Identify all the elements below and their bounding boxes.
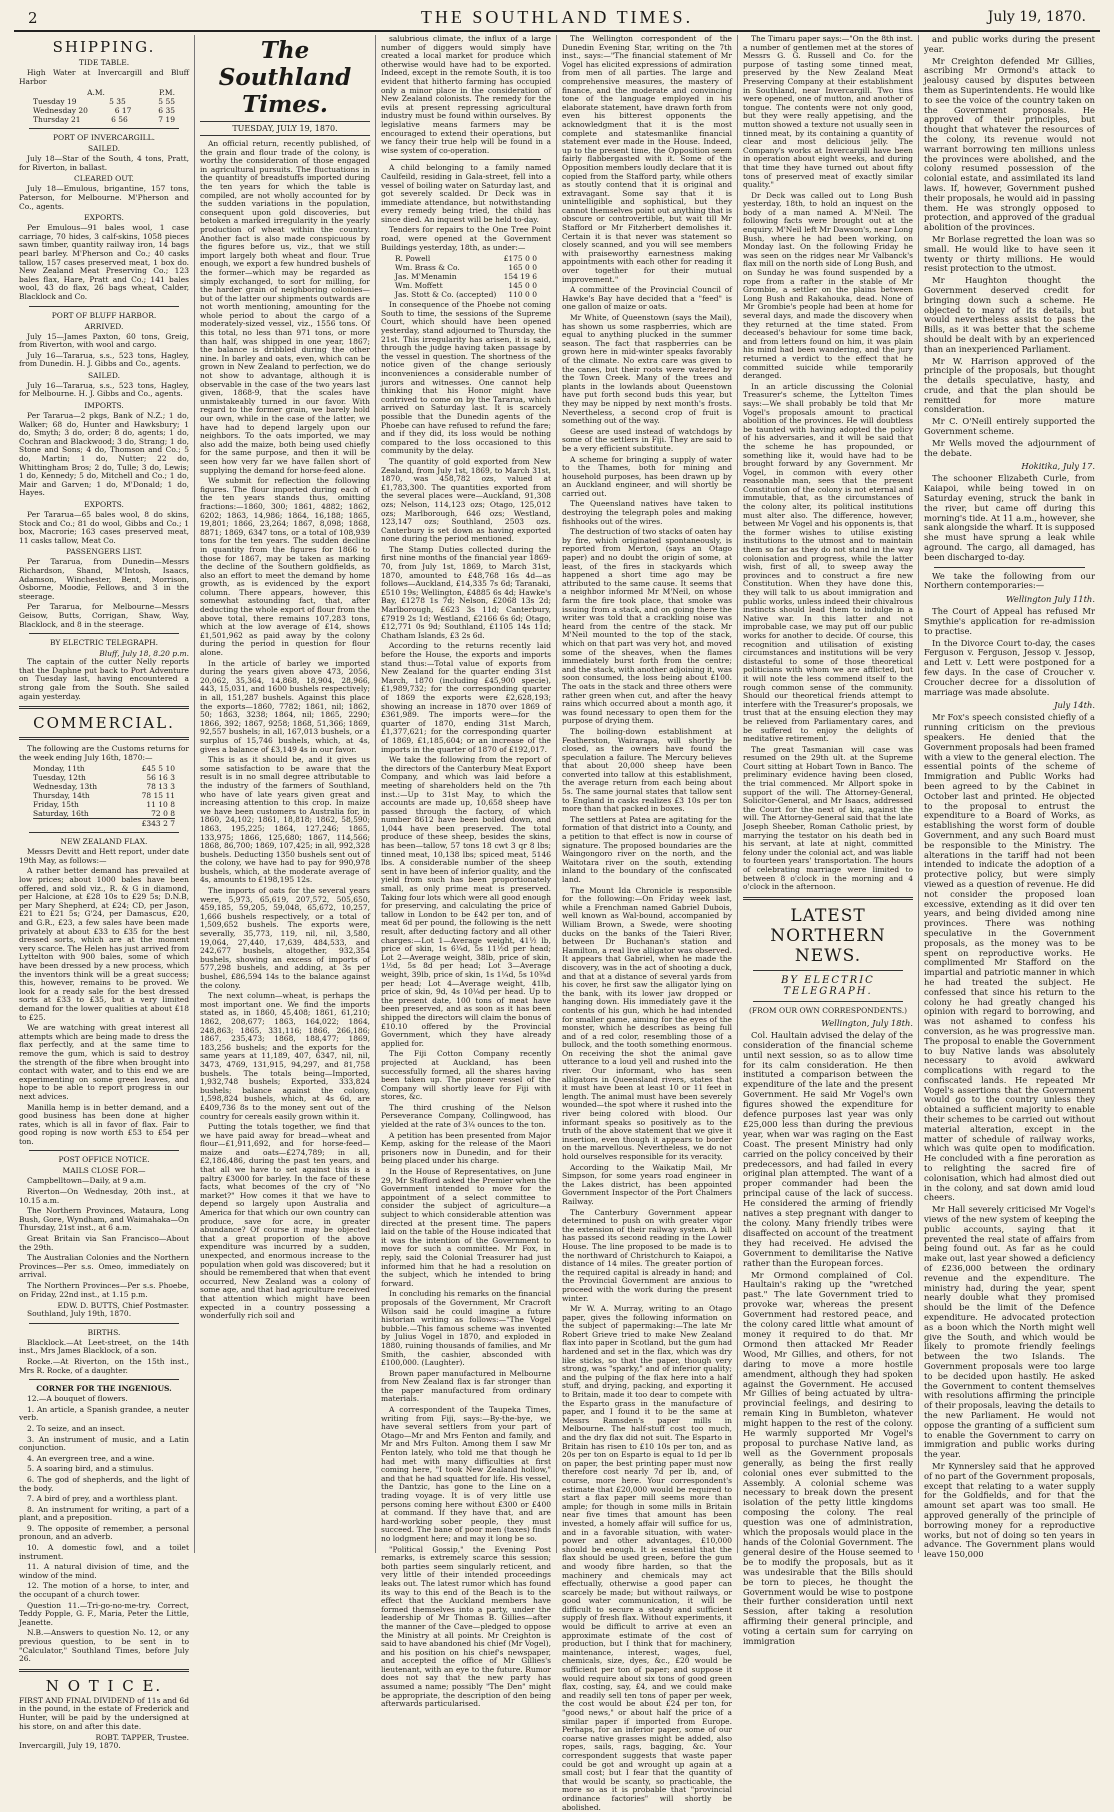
sailed-label: SAILED. <box>87 144 121 154</box>
news-paragraph: The Canterbury Government appear determined to push on with greater vigor the extension of their railway system. A bill has passed its second reading in the Lower House. The line proposed to be made is to the northward of Christchurch to Kaiapoi, a distance of 14 miles. The greater portion of the required capital is already in hand; and the Provincial Government are anxious to proceed with the work during the present winter. <box>562 1207 732 1303</box>
tenders-table <box>395 254 537 299</box>
news-paragraph: salubrious climate, the influx of a large number of diggers would simply have created a local market for produce which otherwise would have had to be exported. Indeed, except in the remote South, it is too evident that hitherto farming has occupied only a minor place in the consideration of New Zealand colonists. The remedy for the evils at present repressing agricultural industry must be found within ourselves. By legislative means farmers may be encouraged to extend their operations, but we fancy their true help will be found in a wise system of co-operation. <box>381 34 551 155</box>
telegraph-heading: BY ELECTRIC TELEGRAPH. <box>49 638 159 648</box>
arrived-label: ARRIVED. <box>84 321 124 331</box>
column-5 <box>738 34 919 1647</box>
tide-head-pm: P.M. <box>159 88 175 98</box>
news-paragraph: Mr White, of Queenstown (says the Mail), has shown us some raspberries, which are equal to anything plucked in the summer season. The fact that raspberries can be grown here in mid-winter speaks favorably of the climate. No extra care was given to the canes, but their roots were watered by the Town Creek. Many of the trees and plants in the lowlands about Queenstown have put forth second buds this year, but they may be nipped by next month's frosts. Nevertheless, a second crop of fruit is something out of the way. <box>562 313 732 426</box>
news-paragraph: The destruction of two stacks of oaten hay by fire, which originated spontaneously, is reported from Merton, (says an Otago paper) and no doubt the origin of some, at least, of the fires in stackyards which happened a short time ago may be attributed to the same cause. It seems that a neighbor informed Mr M'Neil, on whose farm the fire took place, that smoke was issuing from a stack, and on going there the writer was told that a crackling noise was heard from the centre of the stack. Mr M'Neil mounted to the top of the stack, which on that part was very hot, and moved some of the sheaves, when the flames immediately burst forth from the centre; and the stack, with another adjoining it, was soon consumed, the loss being about £100. The oats in the stack and three others were rather green when cut, and after the heavy rains which occurred about a month ago, it was found necessary to open them for the purpose of drying them. <box>562 527 732 726</box>
editorial-paragraph: The next column—wheat, is perhaps the most important one. We find the imports stated as, in 1860, 45,408; 1861, 61,210; 1862, 208,677; 1863, 164,022; 1864, 248,863; 1865, 331,116; 1866, 266,186; 1867, 235,473; 1868, 188,477; 1869, 183,256 bushels; and the exports for the same years at 11,189, 407, 6347, nil, nil, 3473, 4769, 131,915, 94,297, and 81,758 bushels. The totals being—Imported, 1,932,748 bushels; Exported, 333,824 bushels; balance against the colony, 1,598,824 bushels, which, at 4s 6d, are £409,736 8s to the money sent out of the country for cereals easily grown within it. <box>200 991 370 1121</box>
dividend-notice <box>19 1697 189 1751</box>
news-paragraph: Mr Wells moved the adjournment of the debate. <box>924 437 1095 458</box>
issue-date: July 19, 1870. <box>987 9 1086 25</box>
bluff-exports-label: EXPORTS. <box>84 500 124 509</box>
port-bluff-heading: PORT OF BLUFF HARBOR. <box>51 310 157 320</box>
table-row: Jas. Stott & Co. (accepted) 110 0 0 <box>395 290 537 300</box>
post-date: Southland, July 19th, 1870. <box>27 1309 132 1319</box>
tide-head-am: A.M. <box>87 88 105 98</box>
editorial-paragraph: In the article of barley we imported during the years given above 473, 2056, 20,062, 35,364, 14,868, 18,904, 28,966, 443, 15,031, and 1600 bushels respectively; in all, 151,287 bushels. Against this place the exports—1860, 7782; 1861, nil; 1862, 50; 1863, 3238; 1864, nil; 1865, 2290; 1866, 392; 1867, 9258; 1868, 51,366; 1869, 92,557 bushels; in all, 167,013 bushels, or a surplus of 15,746 bushels, which, at 4s, gives a balance of £3,149 4s in our favor. <box>200 658 370 754</box>
column-1 <box>14 35 195 1751</box>
tide-intro: High Water at Invercargill and Bluff Harbor <box>19 68 189 86</box>
news-paragraph: In an article discussing the Colonial Treasurer's scheme, the Lyttelton Times says:—We shall probably be told that Mr Vogel's proposals amount to practical abolition of the provinces. He will doubtless be taunted with having adopted the policy of his adversaries, and it will be said that the scheme he has propounded, or something like it, would have had to be brought forward by any Government. Mr Vogel, in common with every other reasonable man, sees that the present Constitution of the colony is not eternal and immutable, that, as the circumstances of the colony alter, its political institutions must alter also. The difference, however, between Mr Vogel and his opponents is, that the former wishes to utilise existing institutions to the utmost and to maintain them so far as they do not stand in the way colonisation and progress, while the latter wish, first of all, to sweep away the provinces and to construct a fire new Constitution. When they have done this, they will talk to us about immigration and public works, unless indeed their chivalrous instincts should lead them to indulge in a Native war. In this latter and not improbable case, we may put off our public works for another to decide. Of course, this recognition and utilisation of existing circumstances and institutions will be very distasteful to some of those theoretical politicians with whom we are afflicted, but it will note the less commend itself to the rough common sense of the community. Should our theoretical friends attempt to interfere with the Treasurer's proposals, we trust that at the ensuing election they may be relieved from Parliamentary cares, and be suffered to enjoy the delights of meditative retirement. <box>743 381 913 744</box>
news-paragraph: The quantity of gold exported from New Zealand, from July 1st, 1869, to March 31st, 1870, was 458,782 ozs, valued at £1,783,300. The quantities exported from the several places were—Auckland, 91,308 ozs; Nelson, 114,123 ozs; Otago, 125,012 ozs; Marlborough, 646 ozs; Westland, 123,147 ozs; Southland, 2503 ozs. Canterbury is set down as having exported none during the period mentioned. <box>381 456 551 544</box>
tide-table-heading: TIDE TABLE. <box>78 58 130 67</box>
post-office-heading: POST OFFICE NOTICE. <box>58 1155 150 1165</box>
news-paragraph: In consequence of the Phoebe not coming South to time, the sessions of the Supreme Court, which should have been opened yesterday, stand adjourned to Thursday, the 21st. This irregularity has arisen, it is said, through the judge having taken passage by the vessel in question. The shortness of the notice given of the change seriously inconveniences a considerable number of jurors and witnesses. One cannot help thinking that his Honor might have contrived to come on by the Tararua, which arrived on Saturday last. It is scarcely possible that the Dunedin agents of the Phoebe can have refused to refund the fare; and if they did, its loss would be nothing compared to the loss occasioned to this community by the delay. <box>381 300 551 456</box>
news-paragraph: The Mount Ida Chronicle is responsible for the following:—On Friday week last, while a Frenchman named Gabriel Dubois, well known as Wal-bound, accompanied by William Brown, a Swede, were shooting ducks on the banks of the Taieri River, between Dr Buchanan's station and Hamilton, a real live alligator was observed. It appears that Gabriel, when he made the discovery, was in the act of shooting a duck, and that at a distance of several yards from his cover, he first saw the alligator lying on the bank, with its lower jaw dropped or hanging down. His immediately gave it the contents of his gun, which he had intended for smaller game, aiming for the eyes of the monster, which he describes as being full and of a red color, resembling those of a bullock, and the tooth something enormous. On receiving the shot the animal gave utterance to a loud yell and rushed into the river. Our informant, who has seen alligators in Queensland rivers, states that it must have been at least 10 or 11 feet in length. The animal must have been severely wounded—the spot where it rushed into the river being colored with blood. Our informant speaks so positively as to the truth of the above statement that we give it insertion, even though it appears to border on the marvellous. Nevertheless, we do not hold ourselves responsible for its veracity. <box>562 885 732 1161</box>
news-paragraph: and public works during the present year. <box>924 34 1095 54</box>
trustee-signature: ROBT. TAPPER, Trustee. <box>95 1733 189 1743</box>
exports-text: Per Emulous—91 bales wool, 1 case carriage, 70 hides, 3 calf-skins, 1058 pieces sawn timber, quantity railway iron, 14 bags pearl barley. M'Pherson and Co.; 40 casks tallow, 157 cases preserved meat, 1 box do. New Zealand Meat Preserving Co.; 123 bales flax, Hare, Pratt and Co.; 141 bales wool, 43 do flax, 26 bags wheat, Calder, Blacklock and Co. <box>19 223 189 301</box>
list-item: 9. The opposite of remember, a personal pronoun, and an adverb. <box>19 1523 189 1542</box>
commercial-heading: COMMERCIAL. <box>33 714 175 733</box>
editorial-paragraph: This is as it should be, and it gives us some satisfaction to be aware that the result is in no small degree attributable to the industry of the farmers of Southland, who have of late years given great and increasing attention to this crop. In maize we have been customers to Australia for, in 1860, 24,102; 1861, 18,818; 1862, 58,590; 1863, 195,225; 1864, 127,246; 1865, 133,975; 1866, 125,680; 1867, 114,566; 1868, 86,700; 1869, 107,425; in all, 992,328 bushels. Deducting 1350 bushels sent out of the colony, we have had to pay for 990,978 bushels, which, at the moderate average of 4s, amounts to £198,195 12s. <box>200 755 370 885</box>
news-paragraph: A correspondent of the Taupeka Times, writing from Fiji, says:—By-the-bye, we have several settlers from your part of Otago—Mr and Mrs Fenton and family, and Mr and Mrs Fulton. Among them I saw Mr Fenton lately, who told me that though he had met with many difficulties at first coming here, "I took New Zealand hollow," and that he had squatted for life. His vessel, the Dantzic, has gone to the Line on a trading voyage. It is of very little use persons coming here without £300 or £400 at command. If they have that, and are hard-working sober people, they must succeed. The bane of poor men (taxes) finds no lodgment here; and may it long be so. <box>381 1405 551 1543</box>
column-4 <box>557 34 738 1812</box>
latest-news-heading: LATEST NORTHERN NEWS. <box>770 905 886 966</box>
mail-entry: The Australian Colonies and the Northern Provinces—Per s.s. Omeo, immediately on arrival. <box>19 1253 189 1280</box>
editorial-paragraph: Putting the totals together, we find that we have paid away for bread—wheat and flour—£1,911,692, and for horse-feed—maize and oats—£274,789; in all, £2,186,486, during the past ten years, and that all we have to set against this is a paltry £3000 for barley. In the face of these facts, what becomes of the cry of "No market?" How comes it that we have to depend so largely upon Australia and America for that which our own country can produce, save for acre, in greater abundance? Of course it may be objected that a great proportion of the above expenditure was incurred by a sudden, unexpected, and enormous increase to the population when gold was discovered; but it should be remembered that when that event occurred, New Zealand was a colony of some age, and that had agriculture received that attention which might have been expected in a country possessing a wonderfully rich soil and <box>200 1122 370 1321</box>
table-row: Monday, 11th £45 5 10 <box>33 764 175 774</box>
cleared-text: July 18—Emulous, brigantine, 157 tons, Paterson, for Melbourne. M'Pherson and Co., agents. <box>19 184 189 211</box>
table-row: Wm. Brass & Co. 165 0 0 <box>395 263 537 273</box>
news-paragraph: A petition has been presented from Major Kemp, asking for the release of the Maori prisoners now in Dunedin, and for their being placed under his charge. <box>381 1130 551 1166</box>
notice-date: Invercargill, July 19, 1870. <box>19 1741 121 1751</box>
news-paragraph: The Queensland natives have taken to destroying the telegraph poles and making fishhooks out of the wires. <box>562 499 732 526</box>
imports-label: IMPORTS. <box>84 401 124 411</box>
notice-heading: N O T I C E. <box>45 1676 163 1695</box>
news-paragraph: Mr W. A. Murray, writing to an Otago paper, gives the following information on the subject of papermaking:—The late Mr Robert Grieve tried to make New Zealand flax into paper in Scotland, but the gum had hardened and set in the flax, which was dry like sticks, so that the paper, though very strong, was "sparky," and of inferior quality; and the pulping of the flax here into a half stuff, and drying, packing, and exporting it to Britain, made it too dear to compete with the Esparto grass in the manufacture of paper, and I found it to be the same at Messrs Ramsden's paper mills in Melbourne. The half-stuff cost too much, and the dry flax did not suit. The Esparto in Britain has risen to £10 10s per ton, and as 20s per ton on Esparto is equal to 1d per lb on paper, the best printing paper must now therefore cost nearly 7d per lb, and, of course, more here. Your correspondent's estimate that £20,000 would be required to start a flax paper mill seems more than ample; for though in some mills in Britain near five times that amount has been invested, a homely affair will suffice for us, and in a favorable situation, with water-power and other advantages, £10,000 should be enough. It is essential that the flax should be used green, before the gum and woody fibre harden, so that the machinery and chemicals may act effectually, otherwise a good paper can scarcely be made; but without railways, or good water communication, it will be difficult to secure a steady and sufficient supply of fresh flax. Without experiments, it would be difficult to arrive at even an approximate estimate of the cost of production, but I think that for machinery, maintenance, interest, wages, fuel, chemicals, size, dyes, &c., £20 would be sufficient per ton of paper; and suppose it would require about six tons of good green flax, costing, say, £4, and we could make and readily sell ten tons of paper per week, the cost would be about £24 per ton, for "good news," or about half the price of a similar paper if imported from Europe. Perhaps, for an inferior paper, some of our coarse native grasses might be added, also ropes, sails, rags, bagging, &c. Your correspondent suggests that waste paper could be got and wrought up again at a small cost; but I fear that the quantity of that would be scanty, so practicable, the more so as it is probable that "provincial ordinance factories" will shortly be abolished. <box>562 1304 732 1812</box>
passengers-text: Per Tararua, for Melbourne—Messrs Geisow, Butts, Corrigan, Shaw, Way, Blacklock, and 8 in the steerage. <box>19 602 189 629</box>
news-paragraph: Mr Fox's speech consisted chiefly of a running criticism on the previous speakers. He denied that the Government proposals had been framed with a view to the general election. The essential points of the scheme of Immigration and Public Works had been agreed to by the Cabinet in October last and printed. He objected to the proposal to entrust the expenditure to a Board of Works, as establishing the worst form of double Government, and any such Board must be responsible to the Ministry. The alterations in the tariff had not been intended to indicate the adoption of a protective policy, but were simply viewed as a question of revenue. He did not consider the proposed loan excessive, extending as it did over ten years, and being divided among nine provinces. There was nothing speculative in the Government proposals, as the money was to be spent on reproductive works. He complimented Mr Stafford on the impartial and patriotic manner in which he had treated the subject. He confessed that since his return to the colony he had greatly changed his opinion with regard to borrowing, and was not ashamed to confess his conversion, as he was progressive man. The proposal to enable the Government to buy Native lands was absolutely necessary to avoid awkward complications with regard to the confiscated lands. He repeated Mr Vogel's assertions that the Government would go to the country unless they obtained a sufficient majority to enable their schemes to be carried out without material alteration, except in the matter of schedule of railway works, which was quite open to modification. He concluded with a fine peroration as to relighting the sacred fire of colonisation, which had almost died out in the colony, and sat down amid loud cheers. <box>924 712 1095 1203</box>
birth-notice: Rocke.—At Riverton, on the 15th inst., Mrs R. Rocke, of a daughter. <box>19 1356 189 1375</box>
news-paragraph: We take the following from our Northern contemporaries:— <box>924 570 1095 591</box>
flax-paragraph: Messrs Devitt and Hett report, under date 19th May, as follows:— <box>19 847 189 865</box>
arrived-text: July 15—James Paxton, 60 tons, Greig, from Riverton, with wool and cargo. <box>19 331 189 350</box>
list-item: 8. An instrument for writing, a part of a plant, and a preposition. <box>19 1504 189 1523</box>
column-3 <box>376 34 557 1709</box>
mail-entry: Riverton—On Wednesday, 20th inst., at 10.15 a.m. <box>19 1187 189 1205</box>
notice-text: FIRST AND FINAL DIVIDEND of 11s and 6d in the pound, in the estate of Frederick and Hunter, will be paid by the undersigned at his store, on and after this date. <box>19 1695 189 1731</box>
news-paragraph: In concluding his remarks on the financial proposals of the Government, Mr Cracroft Wilson said he could imagine a future historian writing as follows:—"The Vogel bubble.—This famous scheme was invented by Julius Vogel in 1870, and exploded in 1880, ruining thousands of families, and Mr Smith, the cashier, absconded with £100,000. (Laughter). <box>381 1289 551 1368</box>
news-paragraph: The Court of Appeal has refused Mr Smythie's application for re-admission to practise. <box>924 606 1095 636</box>
telegraph-text: The captain of the cutter Nelly reports that the Daphne put back to Port Adventure on Tuesday last, having encountered a strong gale from the South. She sailed again yesterday. <box>19 657 189 701</box>
list-item: 2. To seize, and an insect. <box>27 1423 125 1433</box>
masthead <box>14 6 1100 32</box>
mail-entry: Campbelltown—Daily, at 9 a.m. <box>27 1176 147 1186</box>
corner-heading: CORNER FOR THE INGENIOUS. <box>36 1384 172 1394</box>
sailed-text: July 18—Star of the South, 4 tons, Pratt, for Riverton, in ballast. <box>19 154 189 172</box>
page-number: 2 <box>28 9 38 27</box>
corner-answer: Question 11.—Tri-go-no-me-try. Correct, Teddy Popple, G. F., Maria, Peter the Little, Jeanette. <box>19 1600 189 1627</box>
cleared-label: CLEARED OUT. <box>74 174 134 184</box>
news-paragraph: A child belonging to a family named Caulfeild, residing in Gala-street, fell into a vessel of boiling water on Saturday last, and got severely scalded. Dr Deck was in immediate attendance, but notwithstanding every remedy being tried, the child has since died. An inquest will be held to-day. <box>381 163 551 224</box>
flax-paragraph: A rather better demand has prevailed at low prices; about 1000 bales have been offered, and sold viz., R. & G in diamond, per Halcione, at £28 10s to £29 5s; D.N.B, per Mary Shepherd, at £24; CD, per Jason, £21 to £21 5s; G'24, per Damascus, £20, and G.R., £23, a few sales have been made privately at about £33 to £35 for the best dressed sorts, which are at the moment very scarce. The Helen has just arrived from Lyttelton with 900 bales, some of which have been dressed by a new process, which the inventors think will be a great success; this, however, remains to be proved. We look for a ready sale for the best dressed sorts at £33 to £35, but a very limited demand for the lower qualities at about £18 to £25. <box>19 866 189 1022</box>
table-row: Saturday, 16th 72 0 8 <box>33 809 175 819</box>
postmaster-signature: EDW. D. BUTTS, Chief Postmaster. <box>57 1301 189 1311</box>
news-paragraph: Mr Ormond complained of Col. Haultain's raking up the "wretched past." The late Government tried to provoke war, whereas the present Government had restored peace, and the colony cared little what amount of money it required to do that. Mr Ormond then attacked Mr Reader Wood, Mr Gillies, and others, for not daring to move a more hostile amendment, although they had spoken against the Government. He accused Mr Gillies of being actuated by ultra-provincial feelings, and desiring to remain King in Bumbleton, whatever might happen to the rest of the colony. He warmly supported Mr Vogel's proposal to purchase Native land, as well as the Government proposals generally, as being the first really colonial ones ever submitted to the Assembly. A colonial scheme was necessary to break down the present isolation of the petty little kingdoms composing the colony. The real question was one of administration, which the proposals would place in the hands of the Colonial Government. The general desire of the House seemed to be to modify the proposals, but as it was undesirable that the Bills should be torn to pieces, he thought the Government would be wise to postpone their further consideration until next Session, after taking a resolution affirming their general principle, and voting a certain sum for carrying on immigration <box>743 1269 913 1647</box>
list-item: 12.—A bouquet of flowers. <box>27 1394 128 1404</box>
table-row: Thursday, 14th 78 15 11 <box>33 791 175 801</box>
column-2 <box>195 35 376 1553</box>
flax-paragraph: Manilla hemp is in better demand, and a good business has been done at higher rates, which is all in favor of flax. Fair to good roping is now worth £53 to £54 per ton. <box>19 1102 189 1146</box>
news-paragraph: Mr Creighton defended Mr Gillies, ascribing Mr Ormond's attack to jealousy caused by disputes between them as Superintendents. He would like to see the voice of the country taken on the Government proposals. He approved of their principles, but thought that whatever the resources of the colony, its revenue would not warrant borrowing ten millions unless the provinces were abolished, and the colony resumed possession of the colonial estate, and assimilated its land laws. If, however, Government pushed their proposals, he would aid in passing them. He was strongly opposed to protection, and approved of the gradual abolition of the provinces. <box>924 55 1095 233</box>
editorial-paragraph: The imports of oats for the several years were, 5,973, 65,619, 207,572, 505,650, 459,185, 59,205, 59,048, 65,672, 10,257, 1,666 bushels respectively, or a total of 1,509,652 bushels. The exports were, severally, 35,773, 119, nil, nil, 3,580, 19,064, 27,440, 17,639, 484,533, and 242,677 bushels, altogether, 932,354 bushels, showing an excess of imports of 577,298 bushels, and adding, at 3s per bushel, £86,594 14s to the balance against the colony. <box>200 886 370 990</box>
list-item: 1. An article, a Spanish grandee, a neuter verb. <box>19 1404 189 1423</box>
flax-paragraph: We are watching with great interest all attempts which are being made to dress the flax perfectly, and at the same time to remove the gum, which is said to destroy the strength of the fibre when brought into contact with water, and to this end we are experimenting on some green leaves, and hope to be able to report progress in our next advices. <box>19 1023 189 1101</box>
july14-dateline: July 14th. <box>1054 700 1095 711</box>
bluff-exports-text: Per Tararua—65 bales wool, 8 do skins, Stock and Co.; 81 do wool, Gibbs and Co.; 1 box, Macrorie; 163 cases preserved meat, 11 casks tallow, Meat Co. <box>19 510 189 545</box>
customs-intro: The following are the Customs returns for the week ending July 16th, 1870:— <box>19 744 189 762</box>
list-item: 3. An instrument of music, and a Latin conjunction. <box>19 1434 189 1453</box>
tide-table <box>33 88 175 124</box>
tide-row: Wednesday 20 6 17 6 35 <box>33 106 175 116</box>
arrived-text: July 16—Tararua, s.s., 523 tons, Hagley, from Dunedin. H. J. Gibbs and Co., agents. <box>19 350 189 369</box>
news-paragraph: According to the Waikatip Mail, Mr Simpson, for some years road engineer in the Lakes district, has been appointed Government Inspector of the Port Chalmers Railway. <box>562 1162 732 1206</box>
news-paragraph: Tenders for repairs to the One Tree Point road, were opened at the Government Buildings yesterday, 18th, as under:— <box>381 225 551 252</box>
births-heading: BIRTHS. <box>87 1327 121 1337</box>
list-item: 11. A natural division of time, and the window of the mind. <box>19 1562 189 1580</box>
news-paragraph: The Stamp Duties collected during the first nine months of the financial year 1869-70, from July 1st, 1869, to March 31st, 1870, amounted to £48,768 16s 4d—as follows—Auckland, £14,335 7s 6d; Taranaki, £510 19s; Wellington, £4885 6s 4d; Hawke's Bay, £1278 1s 7d; Nelson, £2068 13s 2d; Marlborough, £623 3s 11d; Canterbury, £7919 2s 1d; Westland, £2166 6s 6d; Otago, £12,771 0s 9d; Southland, £1105 14s 11d; Chatham Islands, £3 2s 6d. <box>381 544 551 640</box>
tide-row: Thursday 21 6 56 7 19 <box>33 115 175 125</box>
news-paragraph: Mr Kynnersley said that he approved of no part of the Government proposals, except that relating to a water supply for the Goldfields, and for that the amount set apart was too small. He approved generally of the principle of borrowing money for a reproductive works, but not of doing so ten years in advance. The Government plans would leave 150,000 <box>924 1460 1095 1560</box>
news-paragraph: "Political Gossip," the Evening Post remarks, is extremely scarce this session; both parties seem singularly reticent, and very little of their intended proceedings leaks out. The latest rumor which has found its way to this end of the Beach is to the effect that the Auckland members have formed themselves into a party, under the leadership of Mr Thomas B. Gillies—after the manner of the Cave—pledged to oppose the Ministry at all points. Mr Creighton is said to have abandoned his chief (Mr Vogel), and his position on his chief's newspaper, and accepted the office of Mr Gillies's lieutenant, with an eye to the future. Rumor does not say that the new party has assumed a name; possibly "The Den" might be appropriate, the description of den being afterwards particularised. <box>381 1544 551 1709</box>
list-item: 5. A soaring bird, and a stimulus. <box>27 1464 154 1474</box>
table-row: R. Powell £175 0 0 <box>395 254 537 264</box>
list-item: 7. A bird of prey, and a worthless plant. <box>27 1494 178 1504</box>
imports-text: Per Tararua—2 pkgs, Bank of N.Z.; 1 do, Walker; 68 do, Hunter and Hawksbury; 1 do, Smyth; 3 do, order; 8 do, agents; 1 do, Cochran and Blackwood; 3 do, Strang; 1 do, Stone and Sons; 4 do, Thomson and Co.; 5 do, Martin; 1 do, Nutter; 22 do, Whittingham Bros; 2 do, Tulle; 3 do, Lewis; 1 do, Kennedy; 5 do, Mitchell and Co.; 1 do, Mair and Garven; 1 do, M'Donald; 1 do, Hayes. <box>19 411 189 498</box>
news-paragraph: Mr Haughton thought the Government deserved credit for bringing down such a scheme. He objected to many of its details, but would nevertheless assist to pass the Bills, as it was better that the scheme should be dealt with by an experienced than an inexperienced Parliament. <box>924 275 1095 354</box>
telegraph-dateline: Bluff, July 18, 8.20 p.m. <box>99 649 189 659</box>
table-row: Wednesday, 13th 78 13 3 <box>33 782 175 792</box>
editorial-paragraph: An official return, recently published, of the grain and flour trade of the colony, is worthy the consideration of those engaged in agricultural pursuits. The fluctuations in the quantity of breadstuffs imported during the ten years for which the table is compiled, are not wholly accounted for by the sudden variations in the population, consequent upon gold discoveries, but betoken a marked irregularity in the yearly production of wheat within the country. Another fact is also made conspicuous by the figures before us, viz., that we still import largely both wheat and flour. True enough, we export a few hundred bushels of the former—which may be regarded as simply exchanged, to sort for milling, for the harder grain of neighboring colonies—but of the latter our shipments outwards are not worth mentioning, amounting for the whole period to about the cargo of a moderately-sized vessel, viz., 1556 tons. Of this total, no less than 971 tons, or more than half, was shipped in one year, 1867; the balance is dribbled during the other nine. In barley and oats, even, which can be grown in New Zealand to perfection, we do not show to advantage, although it is observable in the case of the two years last given, 1868-9, that the scales have unmistakeably turned in our favor. With regard to the former grain, we barely hold our own, while in the case of the latter, we have had to depend largely upon our neighbors. To the oats imported, we may also add the maize, both being used chiefly for the same purpose, and then it will be seen how very far we have fallen short of supplying the demand for horse-feed alone. <box>200 139 370 475</box>
list-item: 6. The god of shepherds, and the light of the body. <box>19 1474 189 1493</box>
customs-total: £343 2 7 <box>33 818 175 828</box>
newspaper-title: THE SOUTHLAND TIMES. <box>420 7 694 27</box>
news-paragraph: The great Tasmanian will case was resumed on the 29th ult. at the Supreme Court sitting at Hobart Town in Banco. The preliminary evidence having been closed, the trial commenced. Mr Allport spoke in support of the will. The Attorney-General, Solicitor-General, and Mr Isaacs, addressed the Court for the next of kin, against the will. The Attorney-General said that the late Joseph Sheeber, Roman Catholic priest, by marrying the testator on his death bed in his servant, at late at night, committed felony under the colonial act, and was liable to fourteen years' transportation. The hours of celebrating marriage were limited to between 8 o'clock in the morning and 4 o'clock in the afternoon. <box>743 744 913 892</box>
bluff-sailed-label: SAILED. <box>87 370 121 380</box>
news-paragraph: In the Divorce Court to-day, the cases Ferguson v. Ferguson, Jessop v. Jessop, and Lett v. Lett were postponed for a few days. In the case of Croucher v. Croucher decree for a dissolution of marriage was made absolute. <box>924 637 1095 697</box>
post-office-sub: MAILS CLOSE FOR— <box>62 1166 146 1176</box>
news-paragraph: Mr Hall severely criticised Mr Vogel's views of the new system of keeping the public accounts, saying that it prevented the real state of affairs from being found out. As far as he could make out, last year showed a deficiency of £236,000 between the ordinary revenue and the expenditure. The ministry had, during the year, spent nearly double what they promised should be the limit of the Defence expenditure. He advocated protection as a boon which the North might well give the South, and which would be likely to promote friendly feelings between the two Islands. The Government proposals were too large to be decided upon hastily. He asked the Government to content themselves with resolutions affirming the principle of their proposals, leaving the details to the new Parliament. He would not oppose the granting of a sufficient sum to enable the Government to carry on immigration and public works during the year. <box>924 1204 1095 1460</box>
paper-nameplate: The Southland Times. <box>218 37 352 118</box>
news-paragraph: A committee of the Provincial Council of Hawke's Bay have decided that a "feed" is one gallon of maize or oats. <box>562 285 732 312</box>
wellington-dateline: Wellington, July 18th. <box>821 1017 913 1028</box>
column-6 <box>919 34 1100 1560</box>
news-paragraph: Brown paper manufactured in Melbourne from New Zealand flax is far stronger than the paper manufactured from ordinary materials. <box>381 1368 551 1404</box>
news-paragraph: Mr W. Harrison approved of the principle of the proposals, but thought the details speculative, hasty, and crude, and that the plan should be remitted for more mature consideration. <box>924 355 1095 415</box>
wellington-july11-dateline: Wellington July 11th. <box>1005 594 1095 605</box>
table-row: Friday, 15th 11 10 8 <box>33 800 175 810</box>
mail-entry: The Northern Provinces, Mataura, Long Bush, Gore, Wyndham, and Waimahaka—On Thursday, 21st inst., at 6 a.m. <box>19 1206 189 1233</box>
table-row: Wm. Moffett 145 0 0 <box>395 281 537 291</box>
tide-row: Tuesday 19 5 35 5 55 <box>33 97 175 107</box>
flax-heading: NEW ZEALAND FLAX. <box>60 837 148 847</box>
news-paragraph: The settlers at Patea are agitating for the formation of that district into a County, and a petition to that effect is now in course of signature. The proposed boundaries are the Waingongoro river on the north, and the Waitotara river on the south, extending inland to the boundary of the confiscated land. <box>562 814 732 884</box>
mail-entry: The Northern Provinces—Per s.s. Phoebe, on Friday, 22nd inst., at 1.15 p.m. <box>19 1281 189 1299</box>
news-paragraph: According to the returns recently laid before the House, the exports and imports stand thus:—Total value of exports from New Zealand for the quarter ending 31st March, 1870 (including £45,900 specie), £1,989,732; for the corresponding quarter of 1869 the exports were £2,628,193; showing an increase in 1870 over 1869 of £361,989. The imports were—for the quarter of 1870, ending 31st March, £1,377,621; for the corresponding quarter of 1869, £1,185,604; or an increase of the imports in the quarter of 1870 of £192,017. <box>381 641 551 754</box>
news-paragraph: The third crushing of the Nelson Perseverance Company, Collingwood, has yielded at the rate of 3¼ ounces to the ton. <box>381 1102 551 1130</box>
news-paragraph: The Timaru paper says:—"On the 8th inst. a number of gentlemen met at the stores of Messrs G. G. Russell and Co. for the purpose of tasting some tinned meat, preserved by the New Zealand Meat Preserving Company at their establishment in Southland, near Invercargill. Two tins were opened, one of mutton, and another of tongue. The contents were not only good, but they were really appetising, and the mutton showed a texture not usually seen in tinned meat, by its containing a quantity of clear and most delicious jelly. The Company's works at Invercargill have been in operation about eight weeks, and during that time they have turned out about fifty tons of preserved meat of exactly similar quality." <box>743 34 913 190</box>
news-paragraph: The boiling-down establishment at Featherston, Wairarapa, will shortly be closed, as the owners have found the speculation a failure. The Mercury believes that about 20,000 sheep have been converted into tallow at this establishment, the average return from each being about 5s. The same journal states that tallow sent to England in casks realizes £3 10s per ton more than that packed in boxes. <box>562 726 732 814</box>
news-paragraph: We take the following from the report of the directors of the Canterbury Meat Export Company, and which was laid before a meeting of shareholders held on the 7th inst.:—Up to 31st May, to which the accounts are made up, 10,658 sheep have passed through the factory, of which number 8612 have been boiled down, and 1,044 have been preserved. The total produce of these sheep, besides the skins, has been—tallow, 57 tons 18 cwt 3 qr 8 lbs; tinned meat, 10,138 lbs; spiced meat, 5146 lbs. A considerable number of the sheep sent in have been of inferior quality, and the yield from such has been proportionately small, as only prime meat is preserved. Taking four lots which were all good enough for preserving, and calculating the price of tallow in London to be £42 per ton, and of meat 6d per pound, the following is the nett result, after deducting factory and all other charges:—Lot 1—Average weight, 41½ lb, price of skin, 1s 6¼d, 5s 11½d per head; Lot 2—Average weight, 38lb, price of skin, 1½d, 5s 8d per head; Lot 3—Average weight, 39lb, price of skin, 1s 1¼d, 5s 10¾d per head; Lot 4—Average weight, 41lb, price of skin, 9d, 4s 10¼d per head. Up to the present date, 100 tons of meat have been preserved, and as soon as it has been shipped the directors will claim the bonus of £10.10 offered by the Provincial Government, which they have already applied for. <box>381 755 551 1048</box>
news-paragraph: Dr Deck was called out to Long Bush yesterday, 18th, to hold an inquest on the body of a man named A. M'Neil. The following facts were brought out at the enquiry. M'Neil left Mr Dawson's, near Long Bush, where he had been working, on Monday last. On the following Friday he was seen on the ridges near Mr Valbanck's flax mill on the north side of Long Bush, and on Sunday he was found suspended by a rope from a rafter in the stable of Mr Grombie, a settler on the plains between Long Bush and Rakahouka, dead. None of Mr Grombie's people had been at home for several days, and made the discovery when they returned at the time stated. From deceased's behaviour for some time back, and from letters found on him, it was plain his mind had been wandering, and the jury returned a verdict to the effect that he committed suicide while temporarily deranged. <box>743 190 913 381</box>
list-item: 10. A domestic fowl, and a toilet instrument. <box>19 1543 189 1561</box>
hokitika-dateline: Hokitika, July 17. <box>1021 461 1095 472</box>
news-paragraph: The Wellington correspondent of the Dunedin Evening Star, writing on the 7th inst., says:—"The financial statement of Mr Vogel has elicited expressions of admiration from men of all parties. The large and comprehensive measures, the mastery of finance, and the moderate and convincing tone of the language employed in his elaborate statement, have drawn forth from even his bitterest opponents the acknowledgment that it is the most complete and statesmanlike financial statement ever made in the House. Indeed, up to the present time, the Opposition seem fairly flabbergasted with it. Some of the Opposition members loudly declare that it is copied from the Stafford party, while others as stoutly contend that it is original and extravagant. Some say that it is unintelligible and sophistical, but they cannot themselves point out anything that is obscure or controvertible, but wait till Mr Stafford or Mr Fitzherbert demolishes it. Certain it is that never was statement so closely scanned, and you will see members with praiseworthy earnestness making appointments with each other for reading it over together for their mutual improvement." <box>562 34 732 284</box>
mail-entry: Great Britain via San Francisco—About the 29th. <box>19 1234 189 1252</box>
news-paragraph: Mr C. O'Neill entirely supported the Government scheme. <box>924 416 1095 437</box>
editorial-paragraph: We submit for reflection the following figures. The flour imported during each of the ten years stands thus, omitting fractions:—1860, 300; 1861, 4882; 1862, 6202; 1863, 14,986; 1864, 16,188; 1865, 19,801; 1866, 23,264; 1867, 8,098; 1868, 8871; 1869, 6347 tons, or a total of 108,939 tons for the ten years. The sudden decline in quantity from the figures for 1866 to those for 1867, may be taken as marking the decline of the Southern goldfields, as also an effort to meet the demand by home growth, as is evidenced by the export column. There appears, however, this somewhat astounding fact, that, after deducting the whole export of flour from the above total, there remains 107,283 tons, which at the low average of £14, shows £1,501,962 as paid away by the colony during the period in question for flour alone. <box>200 476 370 658</box>
news-paragraph: Geese are used instead of watchdogs by some of the settlers in Fiji. They are said to be a very efficient substitute. <box>562 426 732 453</box>
news-paragraph: Col. Haultain advised the delay of the consideration of the financial scheme until next session, so as to allow time for its calm consideration. He then instituted a comparison between the expenditure of the late and the present Government. He said Mr Vogel's own figures showed the expenditure for defence purposes last year was only £25,000 less than during the previous year, when war was raging on the East Coast. The present Ministry had only carried on the policy conceived by their predecessors, and had failed in every original plan attempted. The want of a proper commander had been the principal cause of the lack of success. He considered the arming of friendly natives a step pregnant with danger to the colony. Many friendly tribes were disaffected on account of the treatment they had received. He advised the Government to demilitarise the Native rather than the European forces. <box>743 1029 913 1268</box>
shipping-heading: SHIPPING. <box>52 38 156 56</box>
news-paragraph: A scheme for bringing a supply of water to the Thames, both for mining and household purposes, has been drawn up by an Auckland engineer, and will shortly be carried out. <box>562 454 732 498</box>
table-row: Tuesday, 12th 56 16 3 <box>33 773 175 783</box>
editorial-dateline: TUESDAY, JULY 19, 1870. <box>200 121 370 136</box>
news-paragraph: The Fiji Cotton Company recently projected at Auckland, has been successfully formed, all the shares having been taken up. The pioneer vessel of the Company will shortly leave for Fiji with stores, &c. <box>381 1049 551 1102</box>
correspondents-note: (FROM OUR OWN CORRESPONDENTS.) <box>748 1005 908 1015</box>
latest-news-subheading: BY ELECTRIC TELEGRAPH. <box>781 974 875 997</box>
news-paragraph: The schooner Elizabeth Curle, from Kaiapoi, while being towed in on Saturday evening, struck the bank in the river, but came off during this morning's tide. At 11 a.m., however, she sank alongside the wharf. It is supposed she must have sprung a leak while aground. The cargo, all damaged, has been discharged to-day. <box>924 473 1095 562</box>
news-paragraph: Mr Borlase regretted the loan was so small. He would like to have seen it twenty or thirty millions. He would resist protection to the utmost. <box>924 233 1095 274</box>
corner-nb: N.B.—Answers to question No. 12, or any previous question, to be sent in to "Calculator," Southland Times, before July 26. <box>19 1628 189 1664</box>
table-row: Jas. M'Menamin 154 19 6 <box>395 272 537 282</box>
exports-label: EXPORTS. <box>84 213 124 223</box>
list-item: 12. The motion of a horse, to inter, and the occupant of a church tower. <box>19 1581 189 1600</box>
passengers-label: PASSENGERS LIST. <box>66 547 142 557</box>
bluff-sailed-text: July 16—Tararua, s.s., 523 tons, Hagley, for Melbourne. H. J. Gibbs and Co., agents. <box>19 380 189 399</box>
list-item: 4. An evergreen tree, and a wine. <box>27 1453 155 1463</box>
port-invercargill-heading: PORT OF INVERCARGILL. <box>53 133 155 143</box>
news-paragraph: In the House of Representatives, on June 29, Mr Stafford asked the Premier when the Government intended to move for the appointment of a select committee to consider the subject of agriculture—a subject to which considerable attention was directed at the present time. The papers laid on the table of the House indicated that it was the intention of the Government to move for such a committee. Mr Fox, in reply, said the Colonial Treasurer had just informed him that he had a resolution on the subject, which he intended to bring forward. <box>381 1167 551 1288</box>
customs-table <box>33 764 175 828</box>
passengers-text: Per Tararua, from Dunedin—Messrs Richardson, Shand, M'Intosh, Isaacs, Adamson, Winchester, Bent, Morrison, Osborne, Moodie, Fellows, and 3 in the steerage. <box>19 557 189 601</box>
birth-notice: Blacklock.—At Leet-street, on the 14th inst., Mrs James Blacklock, of a son. <box>19 1337 189 1356</box>
